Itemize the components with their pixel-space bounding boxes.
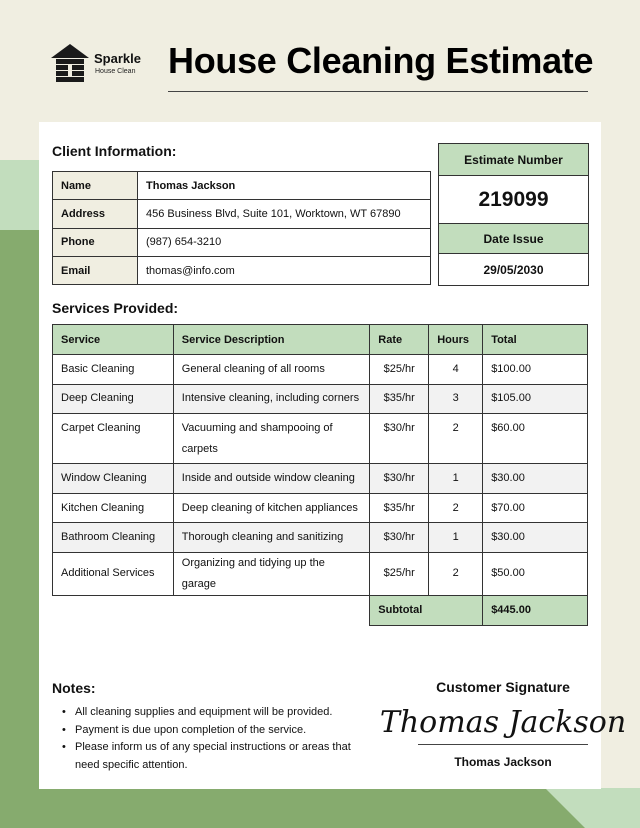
house-logo-icon [50,42,90,84]
service-description: Organizing and tidying up the garage [173,552,370,595]
services-header-row [53,325,588,355]
table-row [53,464,588,494]
estimate-number-label: Estimate Number [439,144,588,176]
subtotal-value: $445.00 [483,595,588,625]
client-name-value: Thomas Jackson [138,172,431,200]
client-info-heading: Client Information: [52,143,177,159]
client-label: Address [53,200,138,228]
service-hours: 1 [429,523,483,553]
service-description: Intensive cleaning, including corners [173,384,370,414]
notes-heading: Notes: [52,680,96,696]
client-label: Phone [53,228,138,256]
subtotal-row [53,595,588,625]
signature-line [418,744,588,745]
service-total: $100.00 [483,355,588,385]
list-item: • Please inform us of any special instructions or areas that need specific attention. [60,739,360,774]
bg-light-corner-triangle [545,788,585,828]
service-name: Deep Cleaning [53,384,174,414]
client-email-value: thomas@info.com [138,256,431,284]
service-description: Deep cleaning of kitchen appliances [173,493,370,523]
client-row-phone [53,228,431,256]
service-name: Basic Cleaning [53,355,174,385]
service-hours: 2 [429,493,483,523]
services-heading: Services Provided: [52,300,179,316]
client-phone-value: (987) 654-3210 [138,228,431,256]
service-description: Thorough cleaning and sanitizing [173,523,370,553]
service-description: General cleaning of all rooms [173,355,370,385]
column-header: Hours [429,325,483,355]
services-table [52,324,588,626]
column-header: Service Description [173,325,370,355]
client-label: Email [53,256,138,284]
title-divider [168,91,588,92]
service-rate: $30/hr [370,414,429,464]
list-item: • All cleaning supplies and equipment will be provided. [60,704,360,722]
signature-heading: Customer Signature [436,679,570,695]
column-header: Rate [370,325,429,355]
client-label: Name [53,172,138,200]
table-row [53,493,588,523]
service-name: Kitchen Cleaning [53,493,174,523]
service-name: Window Cleaning [53,464,174,494]
service-name: Additional Services [53,552,174,595]
date-issue-label: Date Issue [439,224,588,254]
bg-light-corner [585,788,640,828]
service-name: Bathroom Cleaning [53,523,174,553]
signature-script: Thomas Jackson [379,705,627,740]
handwritten-signature [379,696,627,744]
service-name: Carpet Cleaning [53,414,174,464]
list-item: • Payment is due upon completion of the service. [60,722,360,740]
table-row [53,552,588,595]
notes-list [60,704,360,774]
subtotal-label: Subtotal [370,595,483,625]
service-rate: $25/hr [370,552,429,595]
client-row-email [53,256,431,284]
service-total: $30.00 [483,523,588,553]
document-title: House Cleaning Estimate [168,40,594,81]
client-info-table [52,171,431,285]
date-issue-value: 29/05/2030 [483,262,544,277]
service-rate: $30/hr [370,523,429,553]
table-row [53,355,588,385]
client-row-name [53,172,431,200]
client-row-address [53,200,431,228]
service-rate: $30/hr [370,464,429,494]
service-description: Inside and outside window cleaning [173,464,370,494]
service-hours: 3 [429,384,483,414]
service-total: $60.00 [483,414,588,464]
table-row [53,523,588,553]
column-header: Service [53,325,174,355]
service-rate: $25/hr [370,355,429,385]
brand-tagline: House Clean [95,68,136,75]
service-rate: $35/hr [370,384,429,414]
brand-name: Sparkle [94,51,141,66]
estimate-number: 219099 [439,176,588,224]
service-total: $50.00 [483,552,588,595]
column-header: Total [483,325,588,355]
signature-name: Thomas Jackson [454,755,552,769]
table-row [53,414,588,464]
estimate-box [438,143,589,286]
service-hours: 1 [429,464,483,494]
service-total: $105.00 [483,384,588,414]
brand-logo [50,42,146,86]
service-hours: 2 [429,414,483,464]
service-hours: 4 [429,355,483,385]
bg-green-band-bottom [0,788,640,828]
service-rate: $35/hr [370,493,429,523]
service-total: $30.00 [483,464,588,494]
bg-green-band-left [0,230,40,828]
client-address-value: 456 Business Blvd, Suite 101, Worktown, WT 67890 [138,200,431,228]
service-hours: 2 [429,552,483,595]
table-row [53,384,588,414]
service-description: Vacuuming and shampooing of carpets [173,414,370,464]
empty-cell [53,595,174,625]
empty-cell [173,595,370,625]
service-total: $70.00 [483,493,588,523]
